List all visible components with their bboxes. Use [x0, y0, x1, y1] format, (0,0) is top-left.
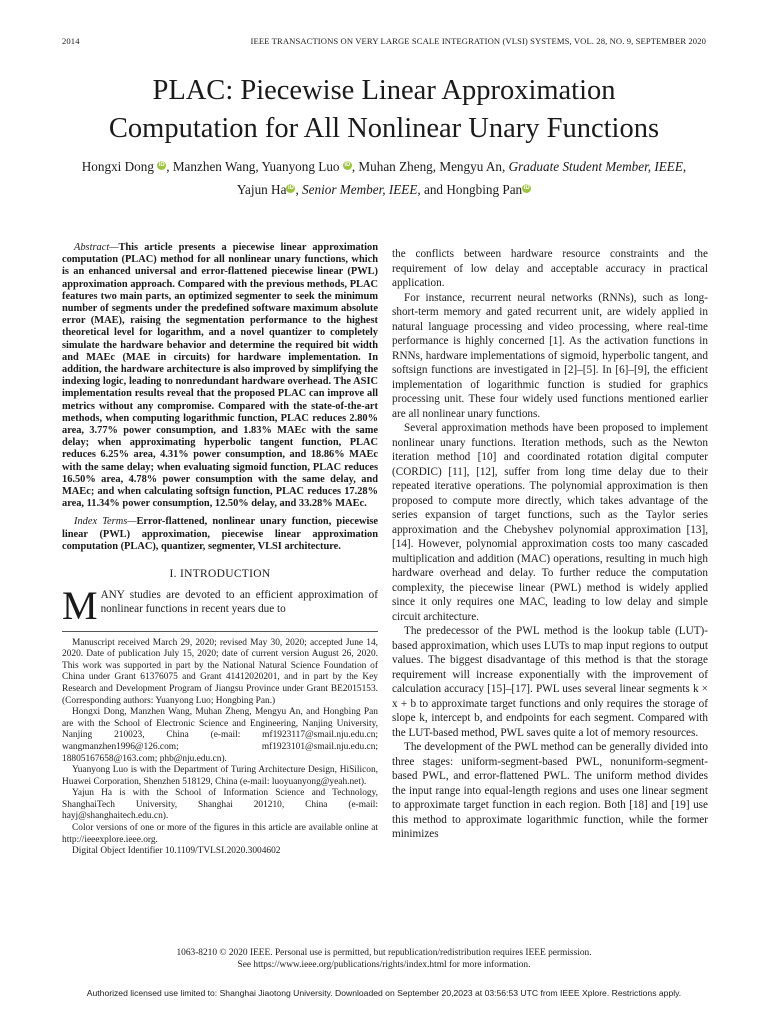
footnote-manuscript: Manuscript received March 29, 2020; revised May 30, 2020; accepted June 14, 2020. Date of publication July 15, 2020; date of current version August 26, 2020. This work was supported in part by the National Natural Science Foundation of China under Grant 61376075 and Grant 41412020201, and in part by the Key Research and Development Program of Jiangsu Province under Grant BE2015153. (Corresponding authors: Yuanyong Luo; Hongbing Pan.)	[62, 637, 378, 706]
license-footer: Authorized licensed use limited to: Shanghai Jiaotong University. Downloaded on September 20,2023 at 03:56:53 UTC from IEEE Xplore. Restrictions apply.	[86, 988, 682, 998]
abstract-text: This article presents a piecewise linear approximation computation (PLAC) method for all nonlinear unary functions, which is an enhanced universal and error-flattened piecewise linear (PWL) approximation approach. Compared with the previous methods, PLAC features two main parts, an optimized segmenter to seek the minimum number of segments under the predefined software maximum absolute error (MAE), raising the segmentation performance to the highest theoretical level for logarithm, and a novel quantizer to completely simulate the hardware behavior and determine the required bit width and MAEc (MAE in circuits) for hardware implementation. In addition, the hardware architecture is also improved by simplifying the indexing logic, leading to nonredundant hardware overhead. The ASIC implementation results reveal that the proposed PLAC can improve all metrics without any compromise. Compared with the state-of-the-art methods, when computing logarithmic function, PLAC reduces 2.80% area, 3.77% power consumption, and 1.83% MAEc with the same delay; when approximating hyperbolic tangent function, PLAC reduces 6.25% area, 4.31% power consumption, and 18.86% MAEc with the same delay; when evaluating sigmoid function, PLAC reduces 16.50% area, 4.78% power consumption with the same delay, and MAEc; and when calculating softsign function, PLAC reduces 17.28% area, 11.34% power consumption, 12.50% delay, and 33.28% MAEc.	[62, 242, 378, 510]
body-paragraph: The predecessor of the PWL method is the lookup table (LUT)-based approximation, which uses LUTs to map input regions to output values. The biggest disadvantage of this method is that the storage requirement will increase exponentially with the improvement of calculation accuracy [15]–[17]. PWL uses several linear segments k × x + b to approximate target functions and only requires the storage of slope k, intercept b, and endpoints for each segment. Compared with the LUT-based method, PWL saves quite a lot of memory resources.	[392, 625, 708, 739]
page-number: 2014	[62, 36, 80, 46]
orcid-icon[interactable]: iD	[523, 184, 530, 191]
author-wang-luo: , Manzhen Wang, Yuanyong Luo	[166, 159, 340, 174]
abstract	[62, 242, 378, 510]
footnotes	[62, 638, 378, 858]
orcid-icon[interactable]: iD	[158, 161, 165, 168]
orcid-icon[interactable]: iD	[344, 161, 351, 168]
author-line-2: Yajun Ha iD , Senior Member, IEEE, and Hongbing Pan iD	[236, 182, 530, 197]
author-role-gsm: Graduate Student Member, IEEE	[508, 159, 683, 174]
author-pan: , and Hongbing Pan	[417, 182, 523, 197]
footnote-divider	[62, 631, 378, 632]
author-dong: Hongxi Dong	[81, 159, 154, 174]
intro-paragraph	[62, 582, 378, 628]
title-line-2: Computation for All Nonlinear Unary Functions	[108, 113, 660, 144]
body-paragraph: Several approximation methods have been proposed to implement nonlinear unary functions. Iteration methods, such as the Newton iteration method [10] and coordinated rotation digital computer (CORDIC) [11], [12], suffer from long time delay due to their repeated iterative operations. The polynomial approximation is then proposed to compute more directly, which takes advantage of the series expansion of target functions, such as the Taylor series approximation and the Chebyshev polynomial approximation [13], [14]. However, polynomial approximation costs too many cascaded multiplication and addition (MAC) operations, resulting in much high hardware overhead and delay. To further reduce the computation complexity, the piecewise linear (PWL) method is widely applied since it only requires one MAC, leading to low delay and simple circuit architecture.	[392, 422, 708, 623]
title-line-1: PLAC: Piecewise Linear Approximation	[152, 75, 616, 106]
intro-text: ANY studies are devoted to an efficient approximation of nonlinear functions in recent years due to	[100, 588, 378, 616]
index-terms	[62, 516, 378, 553]
copyright-line-2: See https://www.ieee.org/publications/rights/index.html for more information.	[237, 960, 531, 970]
body-paragraph: The development of the PWL method can be generally divided into three stages: uniform-segment-based PWL, nonuniform-segment-based PWL, and error-flattened PWL. The uniform method divides the input range into equal-length regions and uses one linear segment to approximate target function in each region. Both [18] and [19] use this method to approximate logarithmic function, while the former minimizes	[392, 741, 708, 840]
left-column	[62, 242, 378, 858]
author-zheng-an: , Muhan Zheng, Mengyu An,	[351, 159, 506, 174]
body-paragraph: the conflicts between hardware resource constraints and the requirement of low delay and acceptable accuracy in practical application.	[392, 248, 708, 289]
copyright-notice	[0, 947, 768, 971]
section-heading-introduction: I. INTRODUCTION	[169, 568, 271, 581]
index-terms-label: Index Terms—	[74, 516, 137, 528]
footnote-doi: Digital Object Identifier 10.1109/TVLSI.2020.3004602	[72, 846, 281, 857]
footnote-affiliation-hisilicon: Yuanyong Luo is with the Department of Turing Architecture Design, HiSilicon, Huawei Corporation, Shenzhen 518129, China (e-mail: luoyuanyong@yeah.net).	[62, 765, 378, 787]
running-header: IEEE TRANSACTIONS ON VERY LARGE SCALE INTEGRATION (VLSI) SYSTEMS, VOL. 28, NO. 9, SEPTEMBER 2020	[250, 36, 706, 46]
index-terms-text: Error-flattened, nonlinear unary function, piecewise linear (PWL) approximation, piecewise linear approximation computation (PLAC), quantizer, segmenter, VLSI architecture.	[62, 516, 378, 552]
footnote-affiliation-nju: Hongxi Dong, Manzhen Wang, Muhan Zheng, Mengyu An, and Hongbing Pan are with the School of Electronic Science and Engineering, Nanjing University, Nanjing 210023, China (e-mail: mf1923117@smail.nju.edu.cn; wangmanzhen1996@126.com; mf1923101@smail.nju.edu.cn; 18805167658@163.com; phb@nju.edu.cn).	[62, 707, 378, 764]
footnote-color-versions: Color versions of one or more of the figures in this article are available online at http://ieeexplore.ieee.org.	[62, 823, 378, 845]
body-paragraph: For instance, recurrent neural networks (RNNs), such as long-short-term memory and gated recurrent unit, are widely applied in natural language processing and video processing, where real-time performance is highly concerned [1]. As the activation functions in RNNs, hardware implementations of sigmoid, hyperbolic tangent, and softsign functions are investigated in [2]–[5]. In [6]–[9], the efficient implementation of logarithmic function is studied for graphics processing unit. These four widely used functions mentioned earlier are all nonlinear unary functions.	[392, 291, 708, 420]
copyright-line-1: 1063-8210 © 2020 IEEE. Personal use is permitted, but republication/redistribution requires IEEE permission.	[176, 948, 592, 958]
author-line-1: Hongxi Dong iD , Manzhen Wang, Yuanyong Luo iD , Muhan Zheng, Mengyu An, Graduate Student Member, IEEE,	[81, 159, 687, 174]
abstract-label: Abstract—	[74, 242, 119, 253]
orcid-icon[interactable]: iD	[287, 184, 294, 191]
right-column	[392, 247, 708, 842]
author-role-sm: Senior Member, IEEE	[302, 182, 418, 197]
paper-title	[0, 72, 768, 148]
footnote-affiliation-shanghaitech: Yajun Ha is with the School of Information Science and Technology, ShanghaiTech University, Shanghai 201210, China (e-mail: hayj@shanghaitech.edu.cn).	[62, 788, 378, 822]
drop-cap: M	[62, 582, 98, 628]
author-ha: Yajun Ha	[236, 182, 287, 197]
